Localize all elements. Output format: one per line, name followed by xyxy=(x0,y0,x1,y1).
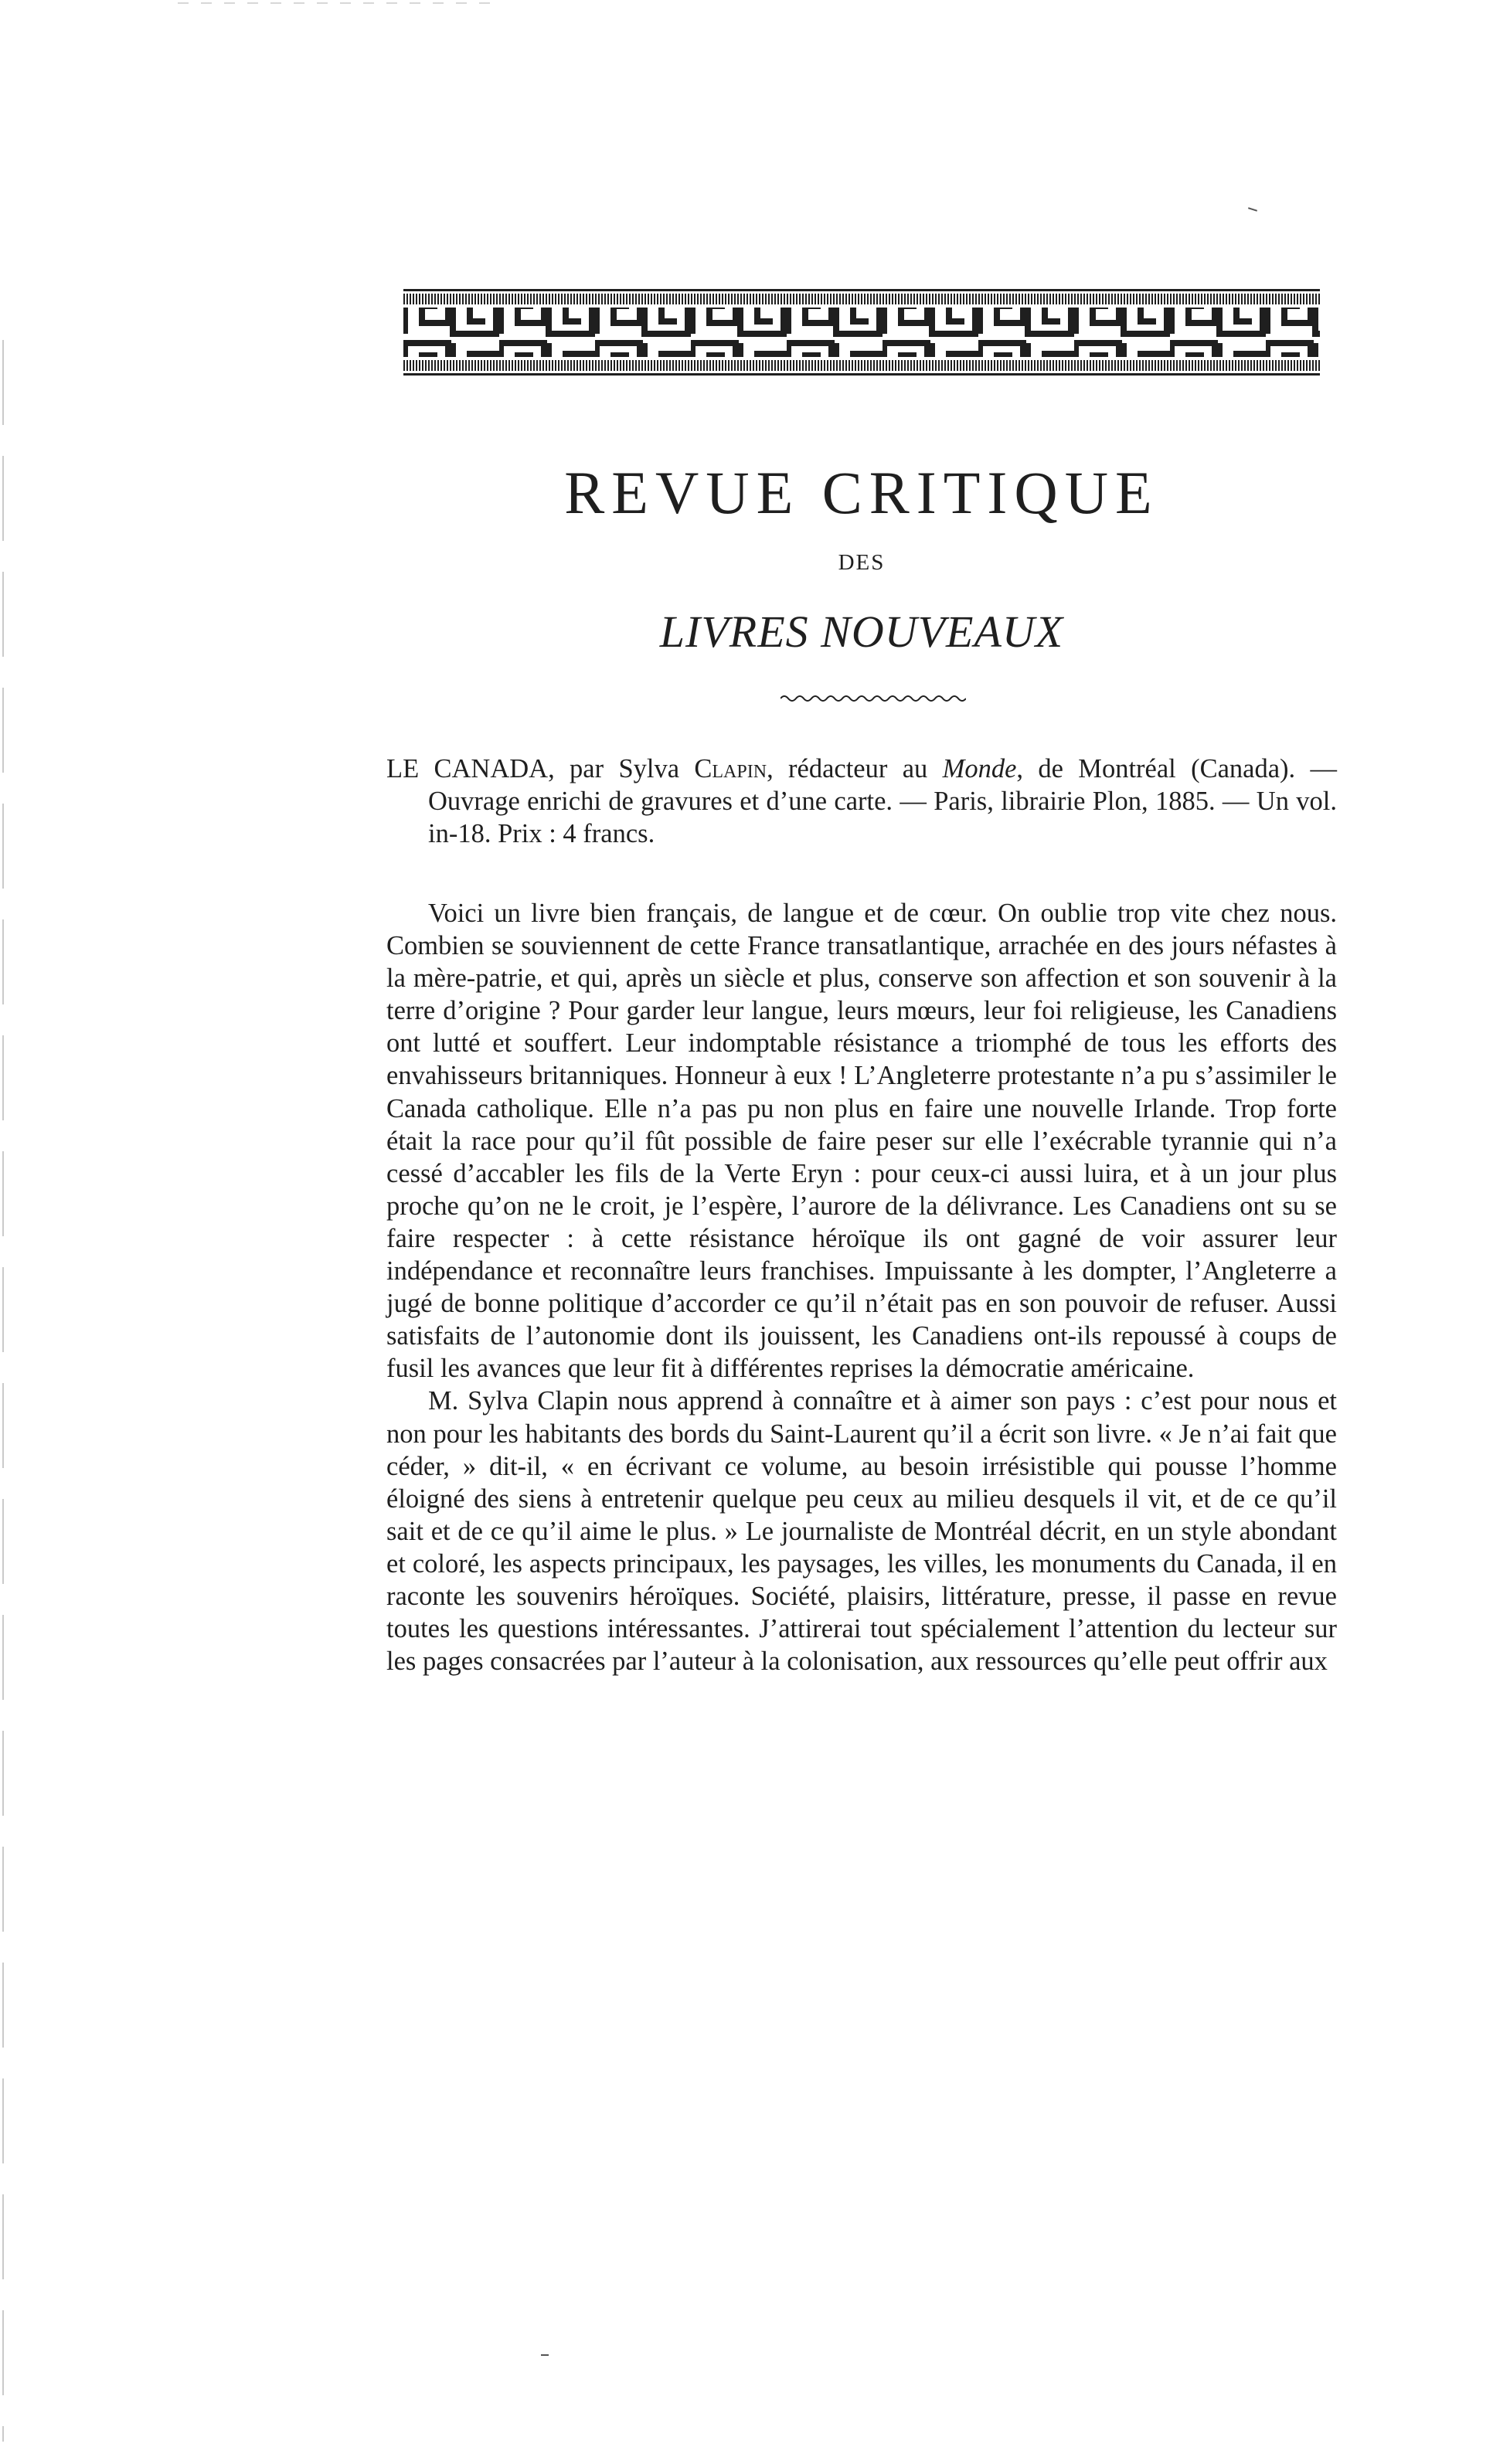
author-name: Clapin xyxy=(694,754,767,783)
paragraph: M. Sylva Clapin nous apprend à connaître et à aimer son pays : c’est pour nous et non pour les habitants des bords du Saint-Laurent qu’il a écrit son livre. « Je n’ai fait que céder, » dit-il, « en écrivant ce volume, au besoin irrésistible qui pousse l’homme éloigné des siens à entretenir quelque peu ceux au milieu desquels il vit, et de ce qu’il sait et de ce qu’il aime le plus. » Le journaliste de Montréal décrit, en un style abondant et coloré, les aspects principaux, les paysages, les villes, les monuments du Canada, il en raconte les souvenirs héroïques. Société, plaisirs, littérature, presse, il passe en revue toutes les questions intéressantes. J’attirerai tout spécialement l’attention du lecteur sur les pages consacrées par l’auteur à la colonisation, aux ressources qu’elle peut offrir aux xyxy=(386,1386,1337,1677)
wavy-divider-icon xyxy=(781,693,966,704)
book-entry xyxy=(386,753,1337,850)
page-subtitle: LIVRES NOUVEAUX xyxy=(659,607,1064,657)
book-citation: LE CANADA, par Sylva Clapin, rédacteur au Monde, de Montréal (Canada). — Ouvrage enrichi de gravures et d’une carte. — Paris, librairie Plon, 1885. — Un vol. in-18. Prix : 4 francs. xyxy=(386,754,1337,849)
scan-artifact xyxy=(178,2,502,4)
greek-key-border-icon xyxy=(403,289,1320,376)
scan-mark xyxy=(1248,207,1257,212)
review-body xyxy=(386,897,1337,1677)
book-title: LE CANADA, xyxy=(386,754,555,783)
paragraph: Voici un livre bien français, de langue et de cœur. On oublie trop vite chez nous. Combien se souviennent de cette France transatlantique, arrachée en des jours néfastes à la mère-patrie, et qui, après un siècle et plus, conserve son affection et son souvenir à la terre d’origine ? Pour garder leur langue, leurs mœurs, leur foi religieuse, les Canadiens ont lutté et souffert. Leur indomptable résistance a triomphé de tous les efforts des envahisseurs britanniques. Honneur à eux ! L’Angleterre protestante n’a pu s’assimiler le Canada catholique. Elle n’a pas pu non plus en faire une nouvelle Irlande. Trop forte était la race pour qu’il fût possible de faire peser sur elle l’exécrable tyrannie qui n’a cessé d’accabler les fils de la Verte Eryn : pour ceux-ci aussi luira, et à un jour plus proche qu’on ne le croit, je l’espère, l’aurore de la délivrance. Les Canadiens ont su se faire respecter : à cette résistance héroïque ils ont gagné de voir assurer leur indépendance et reconnaître leurs franchises. Impuissante à les dompter, l’Angleterre a jugé de bonne politique d’accorder ce qu’il n’était pas en son pouvoir de refuser. Aussi satisfaits de l’autonomie dont ils jouissent, les Canadiens ont-ils repoussé à coups de fusil les avances que leur fit à différentes reprises la démocratie américaine. xyxy=(386,899,1337,1384)
scan-artifact xyxy=(2,340,4,2442)
scan-mark xyxy=(541,2354,549,2356)
page-title: REVUE CRITIQUE xyxy=(564,459,1159,526)
journal-name: Monde xyxy=(942,754,1017,783)
title-connector: DES xyxy=(838,550,886,575)
